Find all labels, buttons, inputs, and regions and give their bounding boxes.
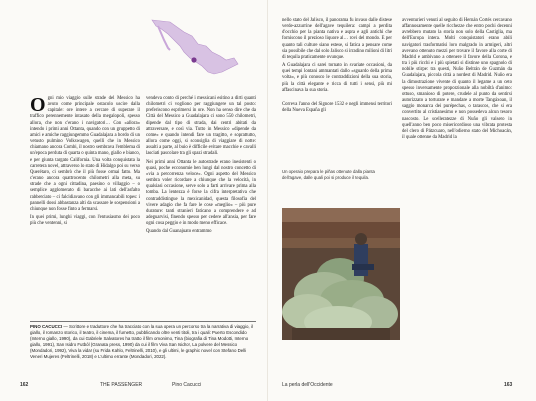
guadalajara-marker [191, 57, 196, 62]
left-column-2 [146, 96, 256, 237]
paragraph: nello stato del Jalisco, il panorama fu invaso dalle distese verde-azzurrine dell'agave tequilera: campi a perdita d'occhio per la pianta nativa e aspra e agli antichi che forniscono il prezioso liquore al… rovi del mondo. E per quanto tali culture siano estese, si fatica a pensare come sia possibile che dal solo Jalisco si irradino milioni di litri di tequila praticamente ovunque. [282, 18, 392, 60]
right-column-1 [282, 18, 392, 116]
paragraph: Correva l'anno del Signore 1532 e negli immensi territori della Nueva España gli [282, 101, 392, 114]
mexico-map-icon [150, 16, 240, 80]
paragraph: In quei primi, lunghi viaggi, con l'entusiasmo dei poco più che ventenni, si [30, 214, 140, 227]
drop-cap: O [30, 94, 46, 116]
page-number: 162 [20, 382, 29, 388]
paragraph: gni mio viaggio sulle strade del Messico ha avuto come principale ostacolo uscire dalla capitale: ore intere a cercare di superare il traffico perennemente intasato della megalopoli, spesso allora, che non c'erano i navigatori… Con «allora» intendo i primi anni Ottanta, quando con un gruppetto di amici e amiche raggiungemmo Guadalajara a bordo di un vetusto pulmino Volkswagen, quelli che in Messico chiamano ancora Combi, il nostro sembrava l'emblema di un'epoca perduta di quarta o quinta mano, giallo e bianco, e per giunta targato California. Una volta conquistata la carretera novel, attraverso lo stato di Hidalgo poi su verso Querétaro, ci sembrò che il più fosse ormai fatto. Ma c'erano ancora quattrocento chilometri alla meta, su strade che a ogni cittadina, paesino o villaggio – o semplice agglomerato di baracche ai lati dell'asfalto rabberciato – ci falcidiavano con gli immancabili topes: i pannelli dossi abbastanza alti da scassare le sospensioni a chiunque non fosse finto a fermarsi. [30, 96, 141, 212]
footer-author: Pino Cacucci [172, 382, 202, 388]
paragraph: vendeva conto di perché i messicani esitino a dirti quanti chilometri ci vogliono per raggiungere un tal posto: preferiscono esprimersi in ore. Non ha senso dire che da Città del Messico a Guadalajara ci sono 550 chilometri, dipende dal tipo di strada, dai centri abitati da attraversare, e così via. Tutto in Messico «dipende da come» e quando intendi fare un tragitto, e soprattutto, allora come oggi, si sconsiglia di viaggiare di notte: assalti a parte, al buio è difficile evitare macchie e cavalli lasciati pascolare tra gli spazi stradali. [146, 96, 256, 157]
footer-page-number-right [504, 382, 512, 388]
footer-page-number-left [20, 382, 28, 388]
paragraph: Quando dal Guanajuato entrammo [146, 229, 212, 235]
footer-chapter: La perla dell'Occidente [282, 382, 333, 388]
left-column-1 [30, 96, 140, 229]
photo-caption: Un operaio prepara le piñas ottenute dalla pianta dell'agave, dalle quali poi si produce il tequila. [282, 169, 375, 180]
agave-photo [282, 208, 400, 340]
paragraph: Nei primi anni Ottanta le autostrade erano inesistenti o quasi, poche ecconomie ben lungi dal nostro concetto di «via a percorrenza veloce». Ogni aspetto del Messico sembra voler ricordare a chiunque che la velocità, in qualsiasi occasione, serve solo a farti arrivare prima alla tomba. La lentezza è forse la cifra interpretativa che contraddistingue la mexicanidad, questa filosofia del vivere adagio che fa fare le cose «meglio» – più pure durature: tanti stranieri faticano a comprendere e ad adeguarvisi, finendo spesso per cedere all'ansia, per fare ogni cosa peggio e in modo meno efficace. [146, 159, 256, 227]
author-bio-text: — Scrittore e traduttore che ha tracciato con la sua opera un percorso tra la narrativa di viaggio, il giallo, il romanzo storico, il teatro, il cinema, il fumetto, pubblicando oltre venti titoli, tra i quali: Puerto Escondido (Interno giallo, 1990), da cui Gabriele Salvatores ha tratto il film omonimo, Tina (biografia di Tina Modotti, Interno giallo, 1991), San Isidro Futból (Granata press, 1990) da cui il film Viva San Isidro!, La polvere del Messico (Mondadori, 1992), Viva la vida! (su Frida Kahlo, Feltrinelli, 2010), e gli ultimi, le graphic novel con Stefano Delli Veneri Mujeres (Feltrinelli, 2018) e L'ultimo errante (Mondadori, 2022). [30, 324, 253, 359]
footer-publication: THE PASSENGER [100, 382, 143, 388]
author-bio [30, 321, 256, 360]
page-number: 163 [504, 382, 513, 388]
paragraph: avventurieri venuti al seguito di Hernán Cortés cercavano affannosamente quelle ricchezze che entro pochi decenni avrebbero mutato la storia non solo della Castiglia, ma dell'Europa intera. Molti conquistatori erano abili navigatori trasformatisi loro malgrado in armigeri, altri avevano ottenuto mezzi per trovare il favore alla corte di Madrid e ambivano a ottenere il favore della Corona, e tra i più ricchi e i più spietati si distinse uno spagnolo di nobile stirpe: tra questi, Nuño Beltrán de Guzmán da Guadalajara, piccola città a nordest di Madrid. Nuño era la dimostrazione vivente di quanto il legame a un ceto spesso inversamente proporzionale alla nobiltà d'animo: ottuso, smanioso di potere, crudele al punto da sentirsi autorizzato a torturare e mandare a morte Tangáxoan, il saggio monarca dei purépechas, o tarascos, che si era convertito al cristianesimo e non possedeva alcun tesoro nascosto. Le scelleratezze di Nuño gli valsero in quell'anno ben poco misericordioso una vibrata protesta del clero di Pátzcuaro, nell'odierno stato del Michoacán, il quale ottenne da Madrid la [402, 18, 512, 140]
author-name: PINO CACUCCI [30, 324, 63, 329]
paragraph: A Guadalajara ci sarei tornato in svariate occasioni, da quei tempi lontani ammantati dallo «sguardo della prima volta», e più conosco le contraddizioni della sua storia, più la città elegante e ricca di tutti i sensi, più mi affascinava la sua storia. [282, 63, 392, 93]
right-column-2 [402, 18, 512, 143]
